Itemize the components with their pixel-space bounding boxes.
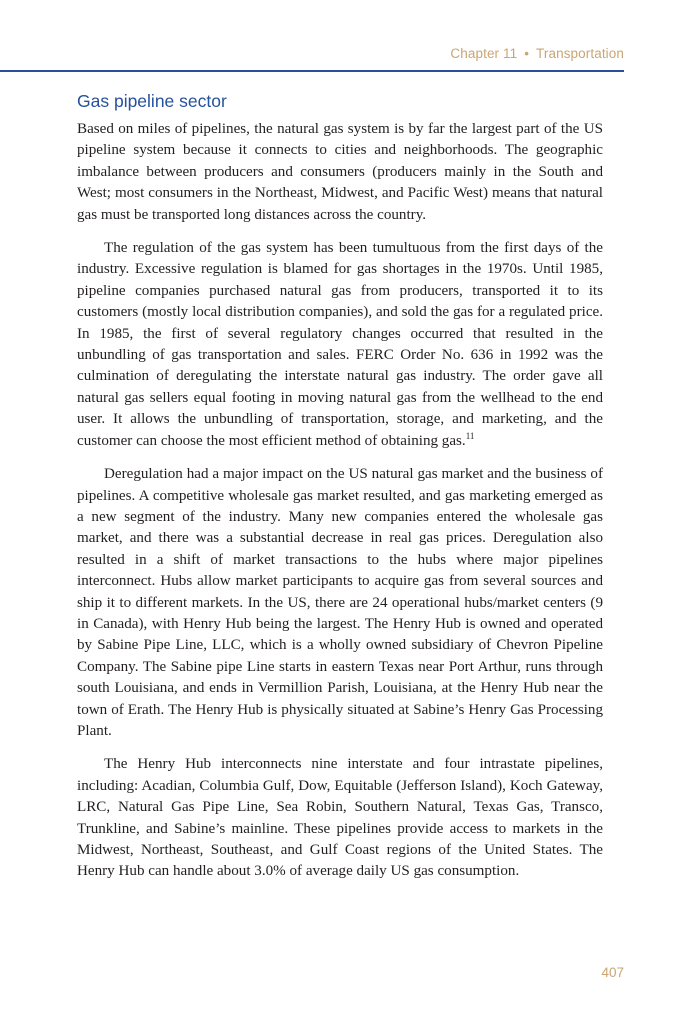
header-rule [0, 70, 624, 72]
footnote-marker[interactable]: 11 [465, 430, 475, 441]
section-label: Transportation [536, 46, 624, 61]
paragraph-2 [77, 238, 603, 452]
section-title: Gas pipeline sector [77, 91, 227, 111]
paragraph-4 [77, 754, 603, 882]
page-number: 407 [601, 965, 624, 980]
paragraph-1-text: Based on miles of pipelines, the natural gas system is by far the largest part of the US pipeline system because it connects to cities and neighborhoods. The geographic imbalance between producers and consumers (producers mainly in the South and West; most consumers in the Northeast, Midwest, and Pacific West) means that natural gas must be transported long distances across the country. [77, 121, 603, 223]
header-separator: • [524, 46, 530, 61]
page-body [77, 89, 603, 895]
paragraph-1 [77, 119, 603, 226]
chapter-label: Chapter 11 [450, 46, 518, 61]
paragraph-3 [77, 464, 603, 742]
paragraph-2-text: The regulation of the gas system has been tumultuous from the first days of the industry. Excessive regulation is blamed for gas shortages in the 1970s. Until 1985, pipeline companies purchased natural gas from producers, transported it to its customers (mostly local distribution companies), and sold the gas for a regulated price. In 1985, the first of several regulatory changes occurred that resulted in the unbundling of gas transportation and sales. FERC Order No. 636 in 1992 was the culmination of deregulating the interstate natural gas industry. The order gave all natural gas sellers equal footing in moving natural gas from the wellhead to the end user. It allows the unbundling of transportation, storage, and marketing, and the customer can choose the most efficient method of obtaining gas. [77, 240, 603, 449]
running-header [450, 46, 624, 61]
paragraph-3-text: Deregulation had a major impact on the US natural gas market and the business of pipelines. A competitive wholesale gas market resulted, and gas marketing emerged as a new segment of the industry. Many new companies entered the wholesale gas market, and there was a substantial decrease in real gas prices. Deregulation also resulted in a shift of market transactions to the hubs where major pipelines interconnect. Hubs allow market participants to acquire gas from several sources and ship it to different markets. In the US, there are 24 operational hubs/market centers (9 in Canada), with Henry Hub being the largest. The Henry Hub is owned and operated by Sabine Pipe Line, LLC, which is a wholly owned subsidiary of Chevron Pipeline Company. The Sabine pipe Line starts in eastern Texas near Port Arthur, runs through south Louisiana, and ends in Vermillion Parish, Louisiana, at the Henry Hub near the town of Erath. The Henry Hub is physically situated at Sabine’s Henry Gas Processing Plant. [77, 466, 603, 739]
paragraph-4-text: The Henry Hub interconnects nine interstate and four intrastate pipelines, including: Acadian, Columbia Gulf, Dow, Equitable (Jefferson Island), Koch Gateway, LRC, Natural Gas Pipe Line, Sea Robin, Southern Natural, Texas Gas, Transco, Trunkline, and Sabine’s mainline. These pipelines provide access to markets in the Midwest, Northeast, Southeast, and Gulf Coast regions of the United States. The Henry Hub can handle about 3.0% of average daily US gas consumption. [77, 756, 603, 880]
